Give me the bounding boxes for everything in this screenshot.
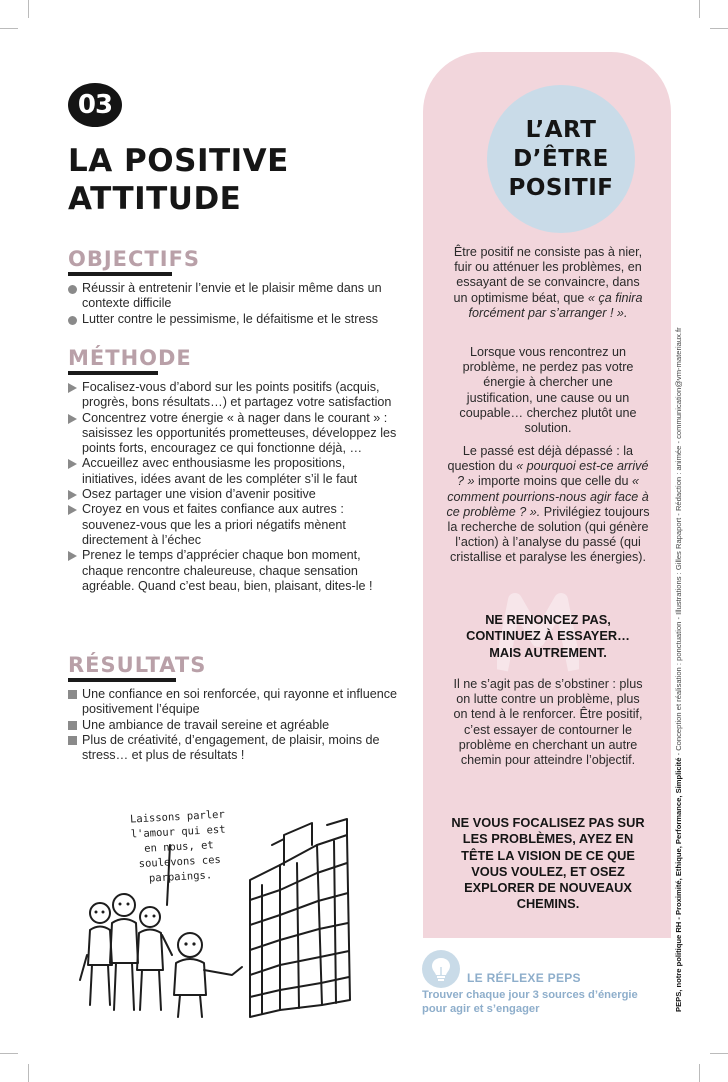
- paragraph-italic: « comment pourrions-nous agir face à ce problème ? ».: [446, 474, 649, 519]
- panel-paragraph: [440, 245, 656, 321]
- paragraph-italic: « ça finira forcément par s’arranger ! ».: [468, 290, 643, 320]
- credits-bold: PEPS, notre politique RH - Proximité, Ethique, Performance, Simplicité: [674, 757, 683, 1012]
- handwriting-line: soulevons ces: [138, 853, 222, 871]
- list-item: Plus de créativité, d’engagement, de plaisir, moins de stress… et plus de résultats !: [68, 733, 398, 764]
- badge-line: POSITIF: [508, 174, 614, 201]
- lightbulb-icon: [422, 950, 460, 988]
- panel-paragraph: [440, 444, 656, 566]
- list-item: Une ambiance de travail sereine et agréable: [68, 718, 398, 733]
- section-heading-text: RÉSULTATS: [68, 653, 207, 677]
- handwriting-line: Laissons parler: [129, 808, 226, 826]
- list-item: Une confiance en soi renforcée, qui rayonne et influence positivement l’équipe: [68, 687, 398, 718]
- panel-bold-callout: NE RENONCEZ PAS, CONTINUEZ À ESSAYER… MAIS AUTREMENT.: [466, 612, 630, 660]
- art-etre-positif-badge: [487, 85, 635, 233]
- paragraph-text: importe moins que celle du: [474, 474, 632, 489]
- badge-line: D’ÊTRE: [513, 145, 609, 172]
- heading-underline: [68, 678, 176, 682]
- list-item: Concentrez votre énergie « à nager dans le courant » : saisissez les opportunités prometteuses, développez les points forts, encouragez ce qui fonctionne déjà, …: [68, 411, 398, 457]
- handwriting-line: parpaings.: [148, 869, 213, 885]
- list-item: Lutter contre le pessimisme, le défaitisme et le stress: [68, 312, 398, 327]
- title-line: LA POSITIVE: [68, 143, 289, 179]
- resultats-list: [68, 687, 398, 763]
- panel-bold-callout: NE VOUS FOCALISEZ PAS SUR LES PROBLÈMES, AYEZ EN TÊTE LA VISION DE CE QUE VOUS VOULEZ, ET OSEZ EXPLORER DE NOUVEAUX CHEMINS.: [451, 815, 645, 912]
- crop-mark: [28, 1064, 29, 1082]
- list-item: Accueillez avec enthousiasme les propositions, initiatives, idées avant de les compléter s’il le faut: [68, 456, 398, 487]
- page-title: [68, 142, 368, 218]
- paragraph-text: Privilégiez toujours la recherche de solution (qui génère l’action) à l’analyse du passé (qui cristallise et paralyse les énergies).: [447, 504, 650, 565]
- paragraph-text: Le passé est déjà dépassé : la question du: [447, 444, 634, 474]
- list-item: Prenez le temps d’apprécier chaque bon moment, chaque rencontre chaleureuse, chaque sensation agréable. Quand c’est beau, bien, plaisant, dites-le !: [68, 548, 398, 594]
- lightbulb-svg: [430, 956, 452, 982]
- panel-paragraph: [440, 345, 656, 436]
- list-item: Croyez en vous et faites confiance aux autres : souvenez-vous que les a priori négatifs mènent directement à l’échec: [68, 502, 398, 548]
- crop-mark: [710, 1053, 728, 1054]
- title-line: ATTITUDE: [68, 181, 242, 217]
- section-heading-text: OBJECTIFS: [68, 247, 201, 271]
- paragraph-text: Il ne s’agit pas de s’obstiner : plus on lutte contre un problème, plus on tend à le renforcer. Être positif, c’est essayer de contourner le problème en cherchant un autre chemin pour atteindre l’objectif.: [453, 677, 643, 768]
- list-item: Osez partager une vision d’avenir positive: [68, 487, 398, 502]
- paragraph-italic: « pourquoi est-ce arrivé ? »: [456, 459, 649, 489]
- page-number-badge: 03: [68, 83, 122, 127]
- reflexe-text: Trouver chaque jour 3 sources d’énergie pour agir et s’engager: [422, 989, 638, 1015]
- handwriting-line: l'amour qui est: [130, 823, 226, 841]
- crop-mark: [699, 1064, 700, 1082]
- reflexe-title: LE RÉFLEXE PEPS: [467, 971, 581, 985]
- crop-mark: [699, 0, 700, 18]
- list-item: Focalisez-vous d’abord sur les points positifs (acquis, progrès, bons résultats…) et partagez votre satisfaction: [68, 380, 398, 411]
- paragraph-text: Lorsque vous rencontrez un problème, ne perdez pas votre énergie à chercher une justification, une cause ou un coupable… cherchez plutôt une solution.: [459, 345, 637, 436]
- crop-mark: [0, 1053, 18, 1054]
- list-item: Réussir à entretenir l’envie et le plaisir même dans un contexte difficile: [68, 281, 398, 312]
- objectifs-heading: [68, 247, 201, 276]
- objectifs-list: [68, 281, 398, 327]
- crop-mark: [28, 0, 29, 18]
- paragraph-text: Être positif ne consiste pas à nier, fuir ou atténuer les problèmes, en essayant de se convaincre, dans un optimisme béat, que: [453, 245, 643, 305]
- heading-underline: [68, 371, 158, 375]
- speech-handwriting: [117, 807, 241, 888]
- resultats-heading: [68, 653, 207, 682]
- crop-mark: [0, 28, 18, 29]
- panel-paragraph: [440, 677, 656, 768]
- vertical-credits: [673, 212, 685, 1012]
- section-heading-text: MÉTHODE: [68, 346, 192, 370]
- badge-line: L’ART: [525, 116, 597, 143]
- methode-list: [68, 380, 398, 594]
- methode-heading: [68, 346, 192, 375]
- credits-text: - Conception et réalisation : ponctuation - Illustrations : Gilles Rapaport - Rédaction : animée - communication@vm-materiaux.fr: [674, 327, 683, 758]
- crop-mark: [710, 28, 728, 29]
- handwriting-line: en nous, et: [143, 839, 215, 855]
- heading-underline: [68, 272, 172, 276]
